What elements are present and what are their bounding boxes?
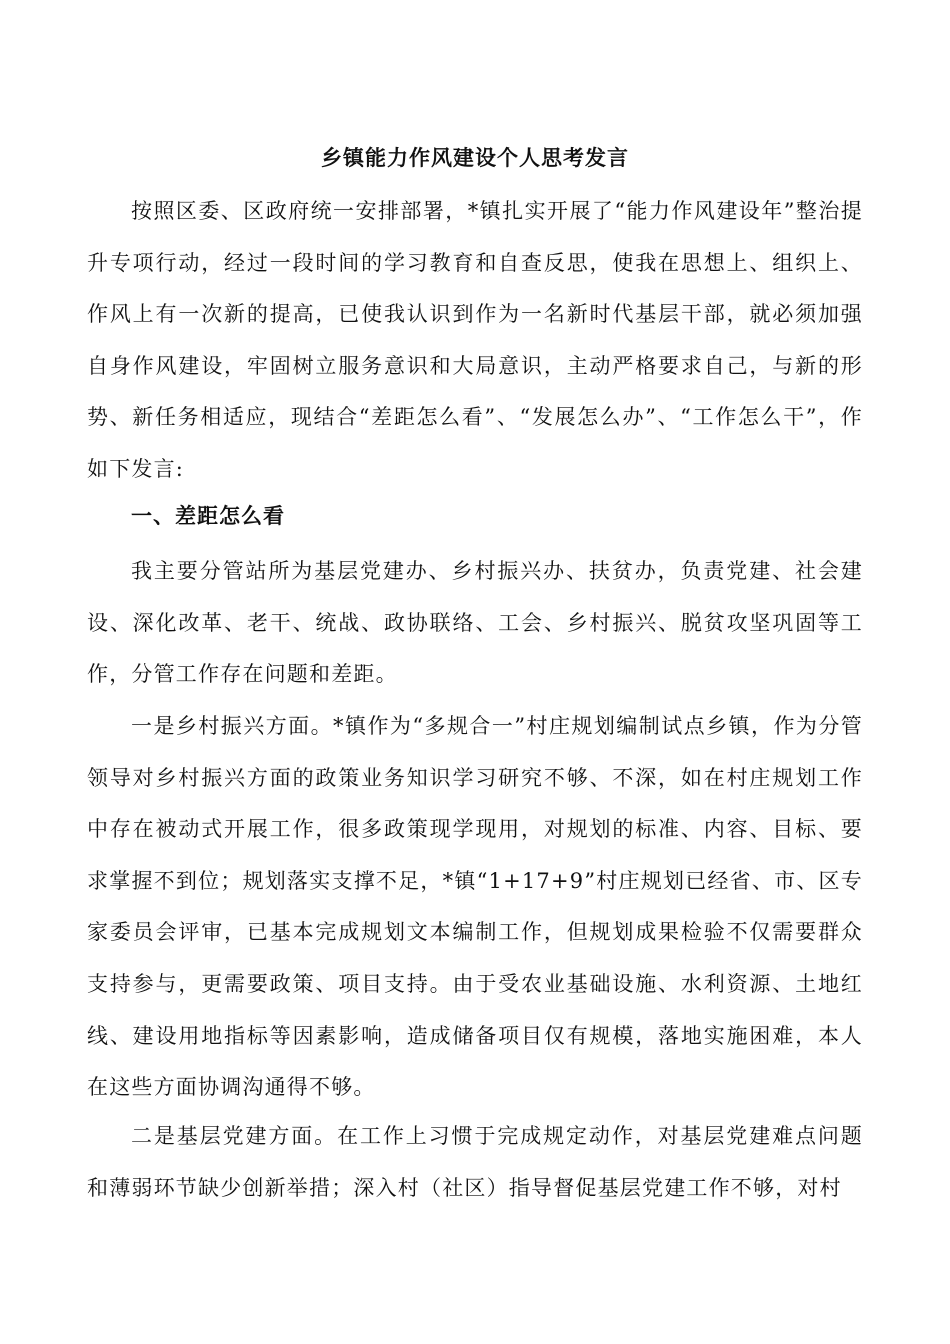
intro-paragraph: 按照区委、区政府统一安排部署，*镇扎实开展了“能力作风建设年”整治提升专项行动，经过一段时间的学习教育和自查反思，使我在思想上、组织上、作风上有一次新的提高，已使我认识到作为一名新时代基层干部，就必须加强自身作风建设，牢固树立服务意识和大局意识，主动严格要求自己，与新的形势、新任务相适应，现结合“差距怎么看”、“发展怎么办”、“工作怎么干”，作如下发言: <box>87 199 863 481</box>
party-building-paragraph: 二是基层党建方面。在工作上习惯于完成规定动作，对基层党建难点问题和薄弱环节缺少创新举措；深入村（社区）指导督促基层党建工作不够，对村 <box>87 1124 863 1200</box>
section-heading: 一、差距怎么看 <box>131 503 285 528</box>
responsibility-paragraph: 我主要分管站所为基层党建办、乡村振兴办、扶贫办，负责党建、社会建设、深化改革、老干、统战、政协联络、工会、乡村振兴、脱贫攻坚巩固等工作，分管工作存在问题和差距。 <box>87 559 863 687</box>
document-title: 乡镇能力作风建设个人思考发言 <box>321 145 629 170</box>
rural-revitalization-paragraph: 一是乡村振兴方面。*镇作为“多规合一”村庄规划编制试点乡镇，作为分管领导对乡村振兴方面的政策业务知识学习研究不够、不深，如在村庄规划工作中存在被动式开展工作，很多政策现学现用，对规划的标准、内容、目标、要求掌握不到位；规划落实支撑不足，*镇“1+17+9”村庄规划已经省、市、区专家委员会评审，已基本完成规划文本编制工作，但规划成果检验不仅需要群众支持参与，更需要政策、项目支持。由于受农业基础设施、水利资源、土地红线、建设用地指标等因素影响，造成储备项目仅有规模，落地实施困难，本人在这些方面协调沟通得不够。 <box>87 714 863 1100</box>
